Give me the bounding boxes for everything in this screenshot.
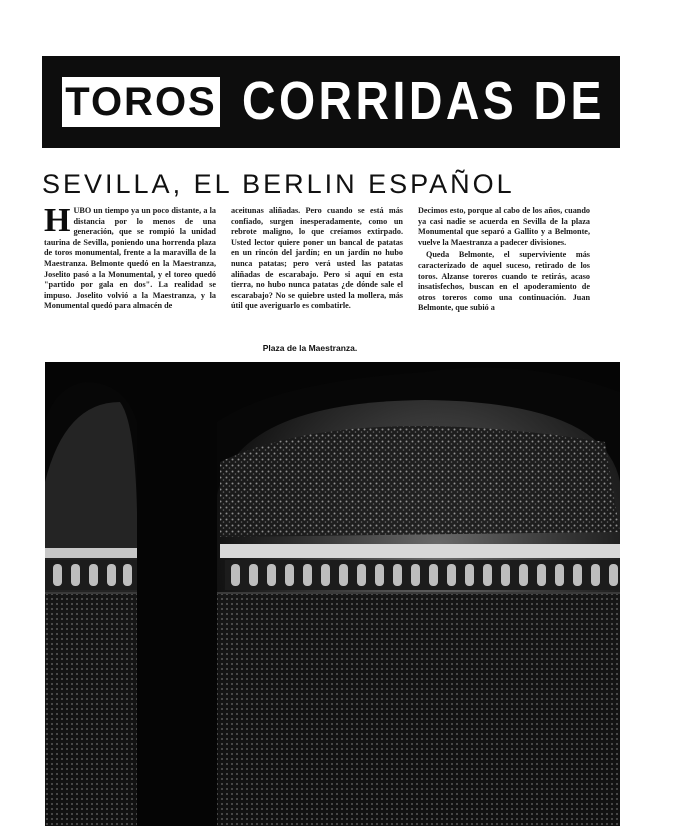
article-subtitle: SEVILLA, EL BERLIN ESPAÑOL: [42, 169, 515, 199]
section-tag: TOROS: [62, 77, 220, 127]
bullring-photo-illustration: [45, 362, 620, 826]
article-column-3: [418, 206, 590, 316]
paragraph: Decimos esto, porque al cabo de los años, cuando ya casi nadie se acuerda en Sevilla de la plaza Monumental que separó a Gallito y a Belmonte, vuelve la Maestranza a padecer divisiones.: [418, 206, 590, 247]
article-column-2: [231, 206, 403, 314]
headline: CORRIDAS DE LA: [242, 71, 690, 131]
bullring-photo: [45, 362, 620, 826]
photo-caption: Plaza de la Maestranza.: [262, 343, 358, 353]
dropcap: H: [44, 202, 71, 239]
paragraph: aceitunas aliñadas. Pero cuando se está más confiado, surgen inesperadamente, como un rebrote maligno, lo que creíamos extirpado. Usted lector quiere poner un bancal de patatas en un rincón del jardín; en un jardín no hubo nunca patatas; pero verá usted las patatas aliñadas de escarabajo. Pero si aquí en esta tierra, no hubo nunca patatas ¿de dónde sale el escarabajo? No se quiebre usted la mollera, más útil que averiguarlo es combatirle.: [231, 206, 403, 311]
paragraph: Queda Belmonte, el superviviente más caracterizado de aquel suceso, retirado de los toros. Alzanse toreros cuando te retirás, acaso insatisfechos, buscan en el apoderamiento de otros toreros como una continuación. Juan Belmonte, que subió a: [418, 250, 590, 313]
paragraph: UBO un tiempo ya un poco distante, a la distancia por lo menos de una generación, que se rompió la unidad taurina de Sevilla, poniendo una horrenda plaza de toros monumental, frente a la maravilla de la Maestranza. Belmonte quedó en la Maestranza, Joselito pasó a la Monumental, y el toreo quedó "partido por gala en dos". La realidad se impuso. Joselito volvió a la Maestranza, y la Monumental quedó para almacén de: [44, 206, 216, 311]
article-column-1: [44, 202, 216, 314]
